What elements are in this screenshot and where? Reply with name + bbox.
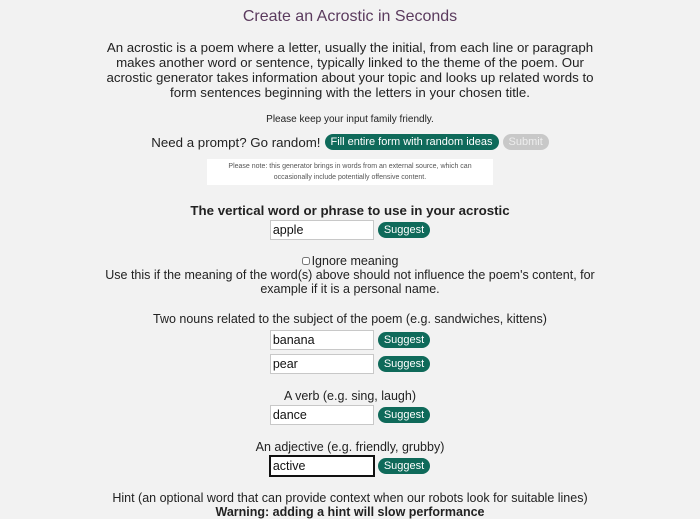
hint-label: Hint (an optional word that can provide context when our robots look for suitable lines) [112,491,588,505]
verb-label: A verb (e.g. sing, laugh) [283,389,417,403]
noun1-suggest-button[interactable]: Suggest [378,332,430,348]
vertical-word-row [0,220,700,240]
ignore-meaning-row [0,254,700,268]
adjective-suggest-button[interactable]: Suggest [378,458,430,474]
random-fill-button[interactable]: Fill entire form with random ideas [325,134,499,150]
family-friendly-notice: Please keep your input family friendly. [266,114,434,125]
adjective-row [0,456,700,476]
offensive-content-note: Please note: this generator brings in words from an external source, which can occasionally include potentially offensive content. [207,159,493,185]
ignore-meaning-checkbox[interactable] [302,257,310,265]
vertical-word-label: The vertical word or phrase to use in your acrostic [190,203,510,218]
random-prompt-text: Need a prompt? Go random! [151,134,321,150]
vertical-suggest-button[interactable]: Suggest [378,222,430,238]
adjective-input[interactable] [270,456,374,476]
nouns-label: Two nouns related to the subject of the poem (e.g. sandwiches, kittens) [153,312,547,326]
noun2-suggest-button[interactable]: Suggest [378,356,430,372]
intro-paragraph: An acrostic is a poem where a letter, usually the initial, from each line or paragraph makes another word or sentence, typically linked to the theme of the poem. Our acrostic generator takes information about your topic and looks up related words to form sentences beginning with the letters in your chosen title. [106,40,594,100]
adjective-label: An adjective (e.g. friendly, grubby) [255,440,445,454]
ignore-meaning-explanation: Use this if the meaning of the word(s) above should not influence the poem's content, for example if it is a personal name. [105,268,595,296]
vertical-word-input[interactable] [270,220,374,240]
noun2-input[interactable] [270,354,374,374]
noun2-row [0,354,700,374]
noun1-row [0,330,700,350]
hint-warning: Warning: adding a hint will slow performance [215,505,485,519]
verb-suggest-button[interactable]: Suggest [378,407,430,423]
noun1-input[interactable] [270,330,374,350]
verb-input[interactable] [270,405,374,425]
verb-row [0,405,700,425]
ignore-meaning-label: Ignore meaning [311,254,399,268]
page-title: Create an Acrostic in Seconds [242,8,458,25]
submit-button[interactable]: Submit [503,134,549,150]
random-prompt-row [0,134,700,150]
